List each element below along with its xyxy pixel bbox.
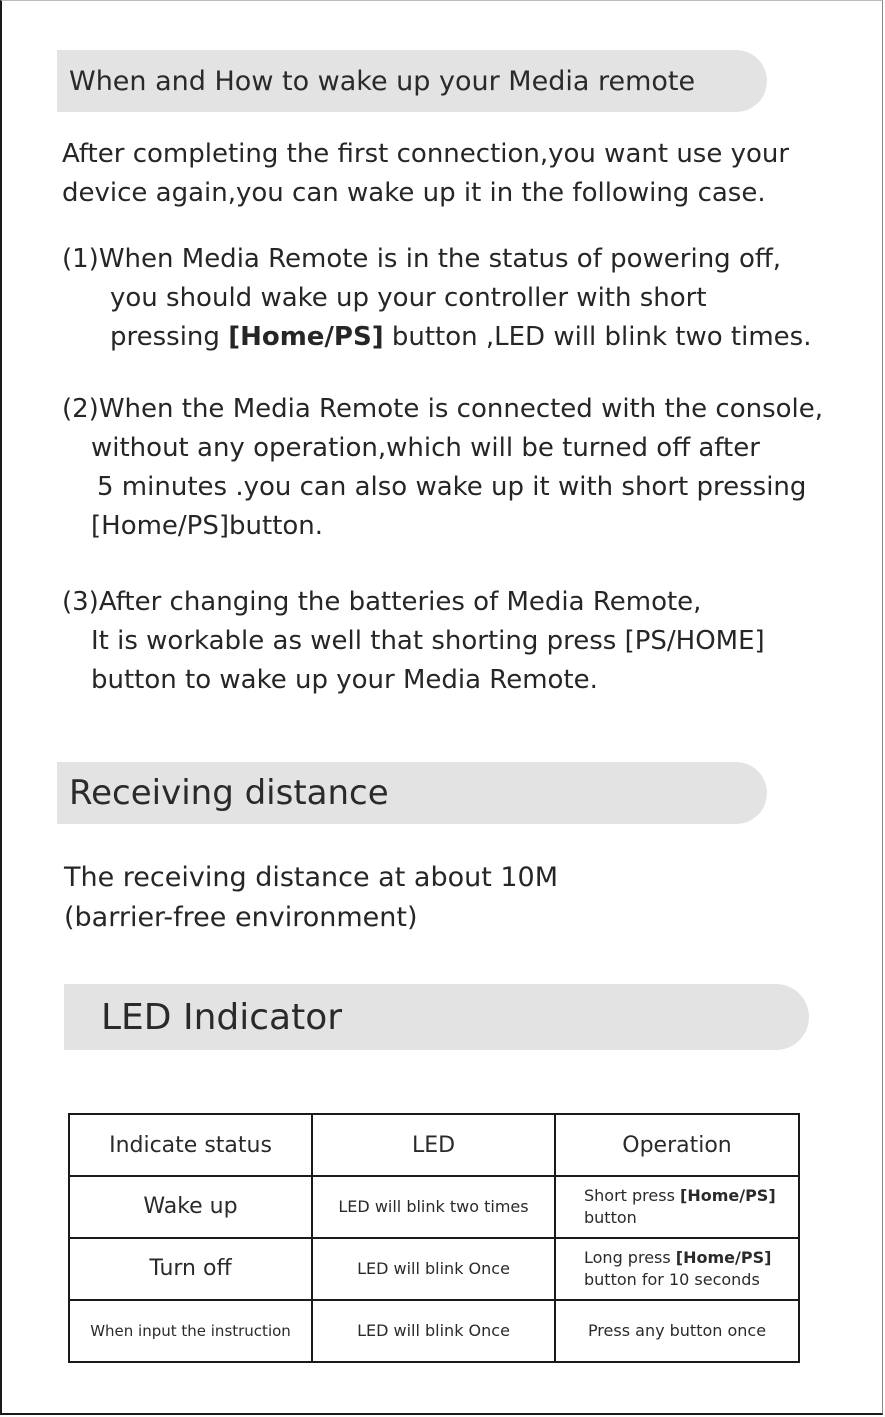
case1-line1: (1)When Media Remote is in the status of powering off, [62,244,782,274]
table-row [69,1176,799,1238]
distance-line: (barrier-free environment) [64,902,418,933]
home-ps-key-label: [Home/PS] [680,1186,776,1205]
distance-paragraph [64,858,558,938]
wake-intro-paragraph [62,135,789,213]
wake-intro-line: device again,you can wake up it in the following case. [62,178,766,208]
operation-post: button [584,1208,637,1227]
wake-section-heading [57,50,767,112]
wake-case-1 [62,240,811,357]
header-operation: Operation [555,1114,799,1176]
status-cell: Wake up [69,1176,312,1238]
led-cell: LED will blink two times [312,1176,555,1238]
case3-line2: It is workable as well that shorting press [PS/HOME] [91,626,765,656]
case2-line2: without any operation,which will be turned off after [91,433,760,463]
wake-case-3 [62,583,765,700]
led-heading-text: LED Indicator [101,996,343,1038]
operation-post: button for 10 seconds [584,1270,760,1289]
operation-pre: Long press [584,1248,676,1267]
wake-heading-text: When and How to wake up your Media remote [69,65,696,97]
case2-line4: [Home/PS]button. [91,511,324,541]
case1-line3 [62,318,811,357]
table-header-row [69,1114,799,1176]
wake-case-2 [62,390,823,546]
led-cell: LED will blink Once [312,1238,555,1300]
case1-line3-pre: pressing [110,322,229,352]
led-cell: LED will blink Once [312,1300,555,1362]
led-indicator-table [68,1113,800,1363]
case2-line3: 5 minutes .you can also wake up it with short pressing [97,472,807,502]
operation-pre: Short press [584,1186,681,1205]
table-row [69,1300,799,1362]
header-indicate-status: Indicate status [69,1114,312,1176]
status-cell: When input the instruction [69,1300,312,1362]
case3-line1: (3)After changing the batteries of Media Remote, [62,587,702,617]
case1-line3-post: button ,LED will blink two times. [383,322,812,352]
operation-cell [555,1176,799,1238]
case1-line2: you should wake up your controller with short [110,283,707,313]
operation-cell: Press any button once [555,1300,799,1362]
wake-intro-line: After completing the first connection,you want use your [62,139,790,169]
distance-section-heading [57,762,767,824]
distance-line: The receiving distance at about 10M [64,862,559,893]
home-ps-key-label: [Home/PS] [228,322,384,352]
status-cell: Turn off [69,1238,312,1300]
header-led: LED [312,1114,555,1176]
operation-cell [555,1238,799,1300]
case3-line3: button to wake up your Media Remote. [91,665,598,695]
home-ps-key-label: [Home/PS] [675,1248,772,1267]
table-row [69,1238,799,1300]
case2-line1: (2)When the Media Remote is connected with the console, [62,394,824,424]
distance-heading-text: Receiving distance [69,773,389,813]
led-section-heading [64,984,809,1050]
